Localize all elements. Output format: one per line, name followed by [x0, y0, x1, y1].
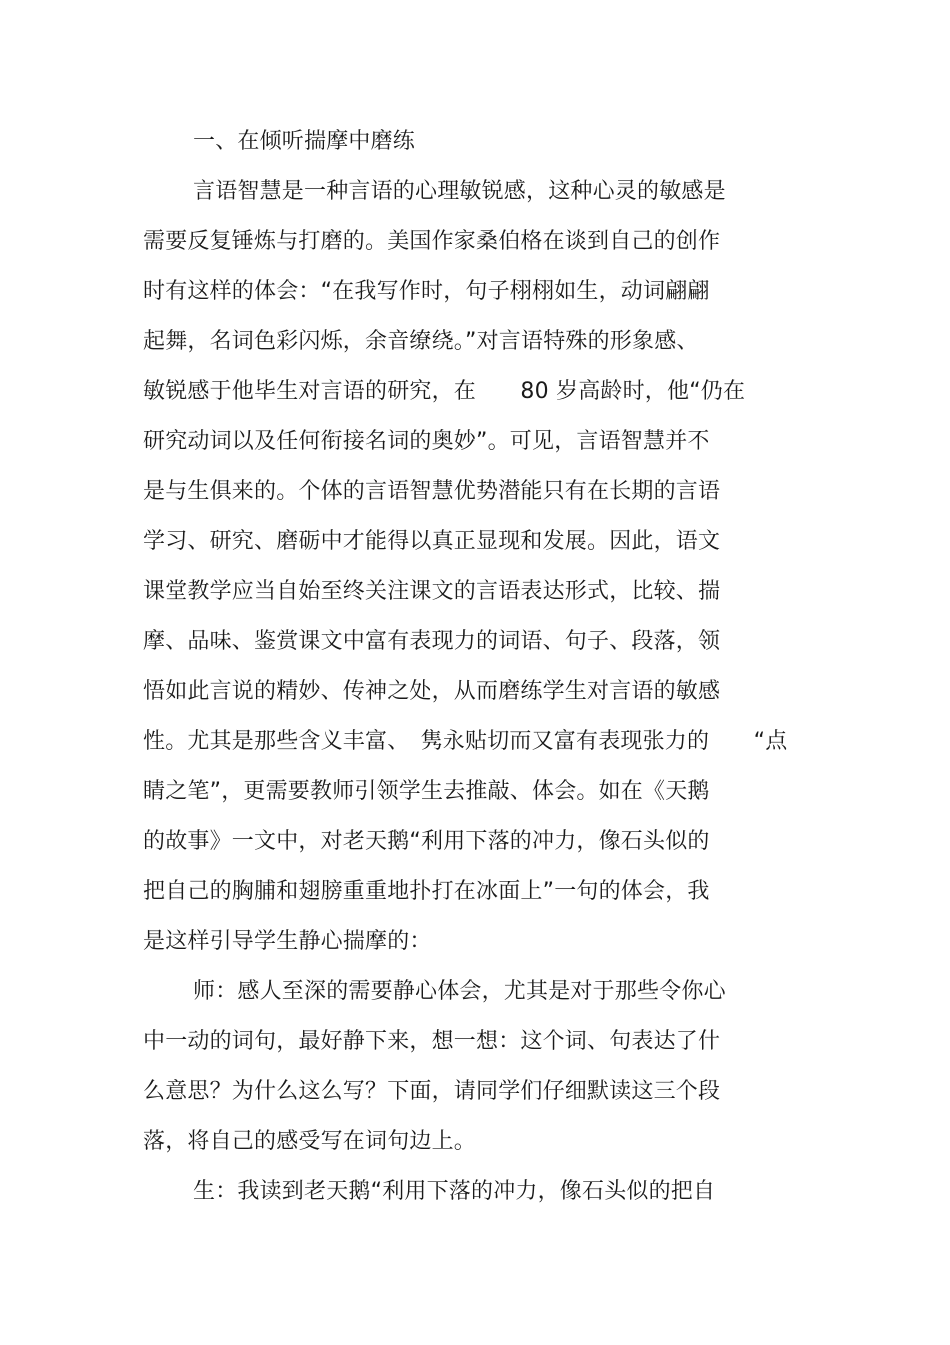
paragraph-line: 中一动的词句，最好静下来，想一想：这个词、句表达了什	[143, 1029, 721, 1054]
paragraph-line: 敏锐感于他毕生对言语的研究，在 80 岁高龄时，他“仍在	[143, 379, 746, 404]
paragraph-line: 学习、研究、磨砺中才能得以真正显现和发展。因此，语文	[143, 529, 721, 554]
paragraph-line: 时有这样的体会：“在我写作时，句子栩栩如生，动词翩翩	[143, 279, 710, 304]
paragraph-line: 悟如此言说的精妙、传神之处，从而磨练学生对言语的敏感	[143, 679, 721, 704]
paragraph-line: 摩、品味、鉴赏课文中富有表现力的词语、句子、段落，领	[143, 629, 721, 654]
section-heading: 一、在倾听揣摩中磨练	[193, 129, 416, 154]
paragraph-line: 把自己的胸脯和翅膀重重地扑打在冰面上”一句的体会，我	[143, 879, 710, 904]
paragraph-line: 是这样引导学生静心揣摩的：	[143, 929, 432, 954]
paragraph-line: 起舞，名词色彩闪烁，余音缭绕。”对言语特殊的形象感、	[143, 329, 699, 354]
paragraph-line: 言语智慧是一种言语的心理敏锐感，这种心灵的敏感是	[193, 179, 726, 204]
paragraph-line: 需要反复锤炼与打磨的。美国作家桑伯格在谈到自己的创作	[143, 229, 721, 254]
paragraph-line: 是与生俱来的。个体的言语智慧优势潜能只有在长期的言语	[143, 479, 721, 504]
dialogue-teacher-line: 师：感人至深的需要静心体会，尤其是对于那些令你心	[193, 979, 726, 1004]
paragraph-line: 的故事》一文中，对老天鹅“利用下落的冲力，像石头似的	[143, 829, 710, 854]
paragraph-line: 性。尤其是那些含义丰富、 隽永贴切而又富有表现张力的 “点	[143, 729, 788, 754]
paragraph-line: 么意思？为什么这么写？下面，请同学们仔细默读这三个段	[143, 1079, 721, 1104]
dialogue-student-line: 生：我读到老天鹅“利用下落的冲力，像石头似的把自	[193, 1179, 716, 1204]
paragraph-line: 课堂教学应当自始至终关注课文的言语表达形式，比较、揣	[143, 579, 721, 604]
paragraph-line: 研究动词以及任何衔接名词的奥妙”。可见，言语智慧并不	[143, 429, 710, 454]
paragraph-line: 睛之笔”，更需要教师引领学生去推敲、体会。如在《天鹅	[143, 779, 710, 804]
paragraph-line: 落，将自己的感受写在词句边上。	[143, 1129, 477, 1154]
